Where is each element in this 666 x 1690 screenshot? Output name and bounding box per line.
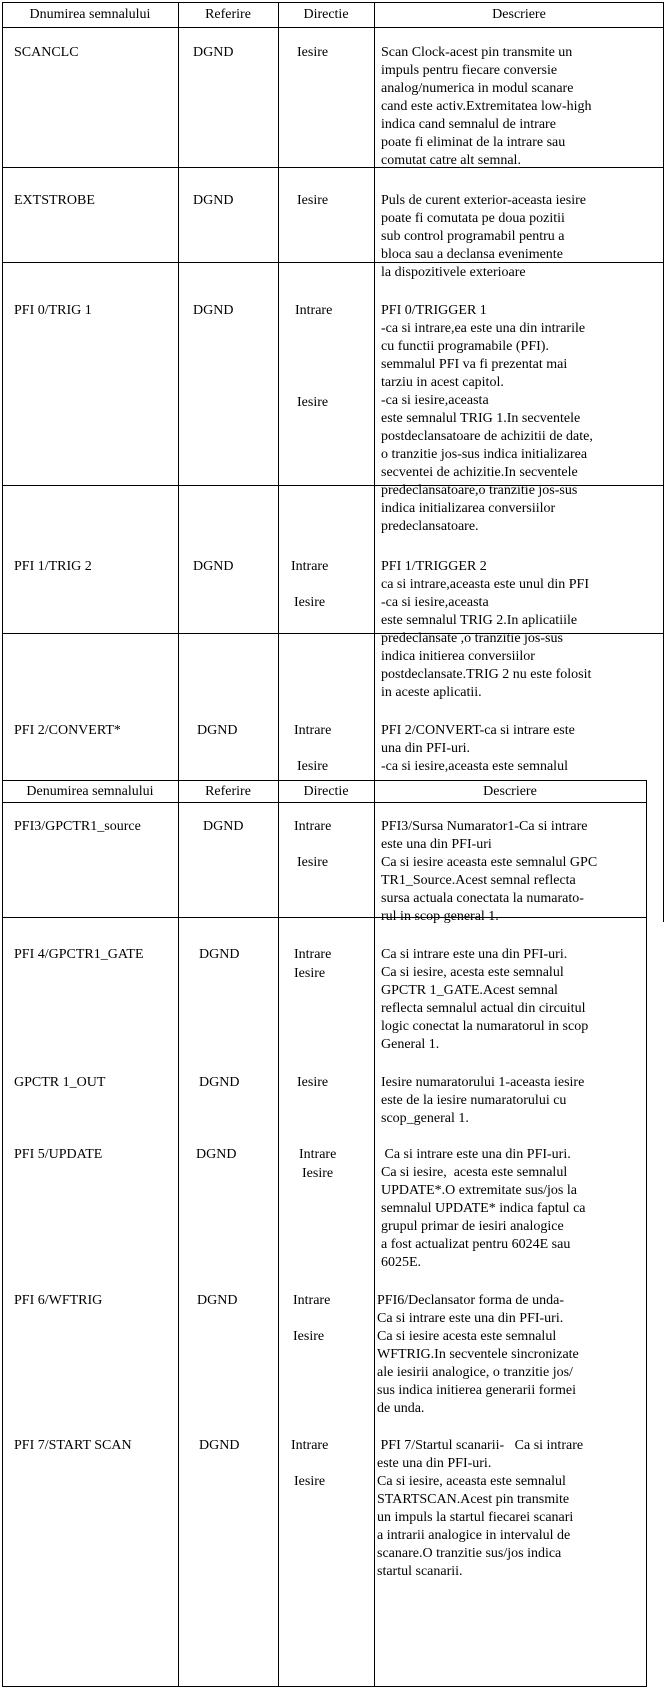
signal-ref: DGND: [199, 1075, 240, 1090]
header-name: Dnumirea semnalului: [29, 7, 151, 22]
grid-line: [2, 1686, 647, 1687]
signal-name: PFI3/GPCTR1_source: [14, 819, 141, 834]
signal-dir-2: Iesire: [297, 395, 329, 410]
signal-desc: PFI 7/Startul scanarii- Ca si intrare este una din PFI-uri. Ca si iesire, aceasta este semnalul STARTSCAN.Acest pin transmite un impuls la startul fiecarei scanari a intrarii analogice in intervalul de scanare.O tranzitie sus/jos indica startul scanarii.: [377, 1438, 584, 1579]
grid-line: [178, 780, 179, 1687]
signal-ref: DGND: [197, 723, 238, 738]
signal-ref: DGND: [193, 45, 234, 60]
signal-dir: Iesire: [297, 45, 329, 60]
signal-ref: DGND: [193, 193, 234, 208]
signal-desc: PFI3/Sursa Numarator1-Ca si intrare este una din PFI-uri Ca si iesire aceasta este semnalul GPC TR1_Source.Acest semnal reflecta sursa actuala conectata la numarato- rul in scop general 1.: [381, 819, 598, 924]
signal-dir-2: Iesire: [294, 595, 326, 610]
signal-name: SCANCLC: [14, 45, 79, 60]
grid-line: [278, 780, 279, 1687]
signal-desc: Ca si intrare este una din PFI-uri. Ca si iesire, acesta este semnalul UPDATE*.O extremitate sus/jos la semnalul UPDATE* indica faptul ca grupul primar de iesiri analogice a fost actualizat pentru 6024E sau 6025E.: [381, 1147, 586, 1270]
signal-ref: DGND: [196, 1147, 237, 1162]
signal-dir: Intrare: [291, 559, 329, 574]
signal-name: PFI 7/START SCAN: [14, 1438, 132, 1453]
signal-name: PFI 4/GPCTR1_GATE: [14, 947, 144, 962]
signal-desc: Scan Clock-acest pin transmite un impuls pentru fiecare conversie analog/numerica in modul scanare cand este activ.Extremitatea low-high indica cand semnalul de intrare poate fi eliminat de la intrare sau comutat catre alt semnal.: [381, 45, 592, 168]
header-name: Denumirea semnalului: [26, 784, 154, 799]
header-dir: Directie: [303, 784, 349, 799]
signal-dir: Iesire: [297, 193, 329, 208]
signal-ref: DGND: [203, 819, 244, 834]
signal-dir-2: Iesire: [293, 1329, 325, 1344]
grid-line: [663, 2, 664, 922]
signal-dir: Intrare: [291, 1438, 329, 1453]
signal-dir: Intrare: [294, 723, 332, 738]
signal-dir: Intrare: [294, 819, 332, 834]
signal-desc: PFI 1/TRIGGER 2 ca si intrare,aceasta este unul din PFI -ca si iesire,aceasta este semnalul TRIG 2.In aplicatiile predeclansate ,o tranzitie jos-sus indica initierea conversiilor postdeclansate.TRIG 2 nu este folosit in aceste aplicatii.: [381, 559, 592, 700]
signal-dir-2: Iesire: [294, 1474, 326, 1489]
signal-desc: Iesire numaratorului 1-aceasta iesire este de la iesire numaratorului cu scop_general 1.: [381, 1075, 585, 1126]
signal-name: PFI 2/CONVERT*: [14, 723, 121, 738]
signal-dir: Intrare: [293, 1293, 331, 1308]
grid-line: [374, 780, 375, 1687]
header-ref: Referire: [205, 784, 251, 799]
signal-ref: DGND: [193, 559, 234, 574]
signal-desc: PFI 0/TRIGGER 1 -ca si intrare,ea este una din intrarile cu functii programabile (PFI). semmalul PFI va fi prezentat mai tarziu in acest capitol. -ca si iesire,aceasta este semnalul TRIG 1.In secventele postdeclansatoare de achizitii de date, o tranzitie jos-sus indica initializarea secventei de achizitie.In secventele predeclansatoare,o tranzitie jos-sus indica initializarea conversiilor predeclansatoare.: [381, 303, 593, 534]
signal-name: PFI 0/TRIG 1: [14, 303, 92, 318]
signal-dir-2: Iesire: [302, 1166, 334, 1181]
signal-name: GPCTR 1_OUT: [14, 1075, 106, 1090]
signal-dir: Intrare: [295, 303, 333, 318]
signal-desc: Ca si intrare este una din PFI-uri. Ca si iesire, acesta este semnalul GPCTR 1_GATE.Acest semnal reflecta semnalul actual din circuitul logic conectat la numaratorul in scop General 1.: [381, 947, 589, 1052]
signal-ref: DGND: [197, 1293, 238, 1308]
signal-ref: DGND: [199, 1438, 240, 1453]
grid-line: [2, 780, 3, 1687]
grid-line: [2, 802, 647, 803]
signal-desc: Puls de curent exterior-aceasta iesire poate fi comutata pe doua pozitii sub control programabil pentru a bloca sau a declansa evenimente la dispozitivele exterioare: [381, 193, 586, 280]
signal-name: PFI 1/TRIG 2: [14, 559, 92, 574]
signal-dir-2: Iesire: [294, 966, 326, 981]
signal-name: PFI 5/UPDATE: [14, 1147, 103, 1162]
signal-dir: Intrare: [294, 947, 332, 962]
signal-ref: DGND: [199, 947, 240, 962]
signal-ref: DGND: [193, 303, 234, 318]
signal-dir-2: Iesire: [297, 855, 329, 870]
signal-name: EXTSTROBE: [14, 193, 95, 208]
signal-desc: PFI 2/CONVERT-ca si intrare este una din PFI-uri. -ca si iesire,aceasta este semnalul: [381, 723, 575, 774]
signal-dir-2: Iesire: [297, 759, 329, 774]
header-dir: Directie: [303, 7, 349, 22]
signal-name: PFI 6/WFTRIG: [14, 1293, 103, 1308]
signal-desc: PFI6/Declansator forma de unda- Ca si intrare este una din PFI-uri. Ca si iesire acesta este semnalul WFTRIG.In secventele sincronizate ale iesirii analogice, o tranzitie jos/ sus indica initierea generarii formei de unda.: [377, 1293, 579, 1416]
header-ref: Referire: [205, 7, 251, 22]
signal-dir: Intrare: [299, 1147, 337, 1162]
signal-dir: Iesire: [297, 1075, 329, 1090]
grid-line: [2, 780, 647, 781]
header-desc: Descriere: [483, 784, 537, 799]
grid-line: [646, 780, 647, 1687]
grid-line: [2, 2, 664, 3]
header-desc: Descriere: [492, 7, 546, 22]
grid-line: [2, 27, 664, 28]
